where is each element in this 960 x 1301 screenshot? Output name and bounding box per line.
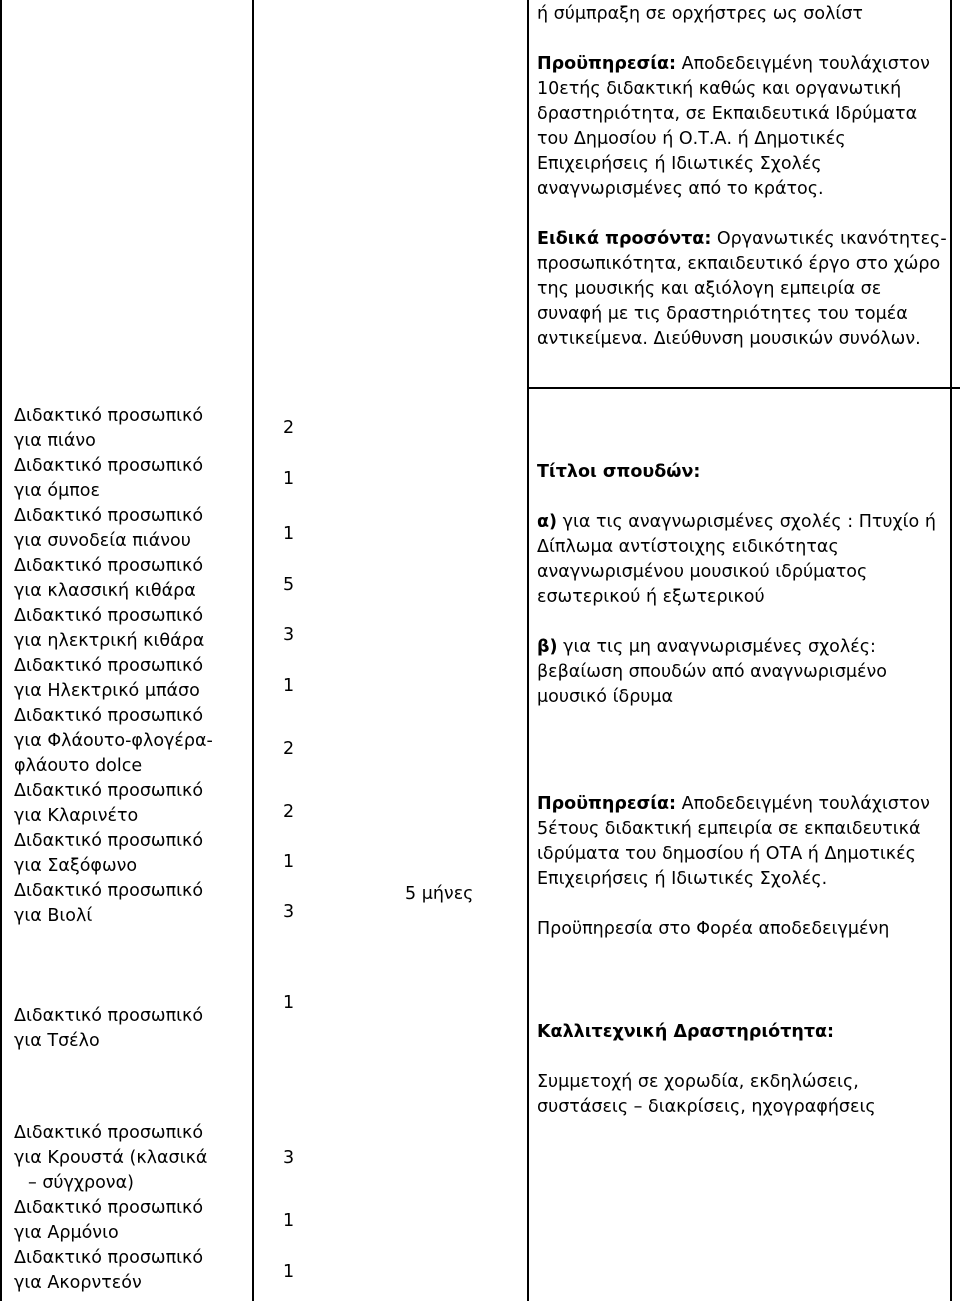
position-line: Διδακτικό προσωπικό (14, 1123, 204, 1143)
special-qualifications-line: αντικείμενα. Διεύθυνση μουσικών συνόλων. (537, 329, 921, 349)
experience-text: Αποδεδειγμένη τουλάχιστον (681, 54, 930, 74)
position-line: Διδακτικό προσωπικό (14, 556, 204, 576)
count: 2 (283, 418, 295, 438)
special-qualifications-text: Οργανωτικές ικανότητες- (716, 229, 947, 249)
position-line: φλάουτο dolce (14, 756, 143, 776)
position-line: – σύγχρονα) (28, 1173, 134, 1193)
recognized-schools-line: αναγνωρισμένου μουσικού ιδρύματος (537, 562, 868, 582)
row-divider (527, 387, 960, 389)
position-line: Διδακτικό προσωπικό (14, 1006, 204, 1026)
position-line: Διδακτικό προσωπικό (14, 881, 204, 901)
option-b-label: β) (537, 637, 558, 657)
experience-line: αναγνωρισμένες από το κράτος. (537, 179, 824, 199)
count: 1 (283, 993, 295, 1013)
count: 1 (283, 852, 295, 872)
experience-label: Προϋπηρεσία: (537, 794, 677, 814)
position-line: Διδακτικό προσωπικό (14, 506, 204, 526)
special-qualifications-line: προσωπικότητα, εκπαιδευτικό έργο στο χώρο (537, 254, 941, 274)
degree-titles-label: Τίτλοι σπουδών: (537, 462, 701, 482)
position-line: για Τσέλο (14, 1031, 100, 1051)
experience-block (537, 792, 949, 942)
position-line: για Σαξόφωνο (14, 856, 138, 876)
position-line: για Αρμόνιο (14, 1223, 119, 1243)
position-line: για πιάνο (14, 431, 96, 451)
count: 3 (283, 902, 295, 922)
option-a-label: α) (537, 512, 558, 532)
experience-line: ιδρύματα του δημοσίου ή ΟΤΑ ή Δημοτικές (537, 844, 916, 864)
experience-heading-line (537, 52, 949, 77)
count: 1 (283, 524, 295, 544)
special-qualifications-heading-line (537, 227, 949, 252)
recognized-schools-line: εσωτερικού ή εξωτερικού (537, 587, 765, 607)
option-b-text: για τις μη αναγνωρισμένες σχολές: (563, 637, 876, 657)
recognized-schools-line: Δίπλωμα αντίστοιχης ειδικότητας (537, 537, 839, 557)
table-border-right (950, 0, 952, 1301)
count: 1 (283, 469, 295, 489)
count: 3 (283, 625, 295, 645)
artistic-activity-block (537, 1020, 949, 1120)
count: 5 (283, 575, 295, 595)
position-line: για Φλάουτο-φλογέρα- (14, 731, 213, 751)
position-line: Διδακτικό προσωπικό (14, 656, 204, 676)
artistic-activity-line: συστάσεις – διακρίσεις, ηχογραφήσεις (537, 1097, 876, 1117)
position-line: για Ηλεκτρικό μπάσο (14, 681, 200, 701)
soloist-line: ή σύμπραξη σε ορχήστρες ως σολίστ (537, 4, 863, 24)
count: 1 (283, 676, 295, 696)
experience-line: Προϋπηρεσία στο Φορέα αποδεδειγμένη (537, 919, 890, 939)
special-qualifications-label: Ειδικά προσόντα: (537, 229, 712, 249)
special-qualifications-line: συναφή με τις δραστηριότητες του τομέα (537, 304, 908, 324)
position-line: για όμποε (14, 481, 100, 501)
experience-line: του Δημοσίου ή Ο.Τ.Α. ή Δημοτικές (537, 129, 846, 149)
unrecognized-schools-line: βεβαίωση σπουδών από αναγνωρισμένο (537, 662, 887, 682)
position-line: Διδακτικό προσωπικό (14, 456, 204, 476)
position-line: Διδακτικό προσωπικό (14, 606, 204, 626)
experience-text: Αποδεδειγμένη τουλάχιστον (681, 794, 930, 814)
prev-row-qualifications (537, 2, 949, 352)
position-line: για Ακορντεόν (14, 1273, 142, 1293)
position-line: Διδακτικό προσωπικό (14, 706, 204, 726)
table-border-left (0, 0, 2, 1301)
experience-line: 5έτους διδακτική εμπειρία σε εκπαιδευτικά (537, 819, 921, 839)
position-line: για συνοδεία πιάνου (14, 531, 191, 551)
artistic-activity-label: Καλλιτεχνική Δραστηριότητα: (537, 1022, 835, 1042)
positions-column-lower (14, 1121, 250, 1296)
experience-label: Προϋπηρεσία: (537, 54, 677, 74)
unrecognized-schools-line (537, 635, 949, 660)
recognized-schools-line (537, 510, 949, 535)
count: 2 (283, 802, 295, 822)
qualifications-column (537, 460, 949, 710)
positions-column (14, 404, 250, 929)
position-line: για Κλαρινέτο (14, 806, 139, 826)
experience-heading-line (537, 792, 949, 817)
position-line: για ηλεκτρική κιθάρα (14, 631, 205, 651)
position-line: Διδακτικό προσωπικό (14, 781, 204, 801)
special-qualifications-line: της μουσικής και αξιόλογη εμπειρία σε (537, 279, 882, 299)
count: 2 (283, 739, 295, 759)
artistic-activity-line: Συμμετοχή σε χορωδία, εκδηλώσεις, (537, 1072, 859, 1092)
option-a-text: για τις αναγνωρισμένες σχολές : Πτυχίο ή (562, 512, 936, 532)
unrecognized-schools-line: μουσικό ίδρυμα (537, 687, 674, 707)
experience-line: Επιχειρήσεις ή Ιδιωτικές Σχολές. (537, 869, 828, 889)
position-line: Διδακτικό προσωπικό (14, 406, 204, 426)
contract-duration: 5 μήνες (405, 884, 474, 904)
column-divider-2 (527, 0, 529, 1301)
experience-line: 10ετής διδακτική καθώς και οργανωτική (537, 79, 902, 99)
position-cello (14, 1004, 250, 1054)
column-divider-1 (252, 0, 254, 1301)
position-line: για Κρουστά (κλασικά (14, 1148, 208, 1168)
position-line: για κλασσική κιθάρα (14, 581, 196, 601)
count: 1 (283, 1211, 295, 1231)
position-line: Διδακτικό προσωπικό (14, 1198, 204, 1218)
position-line: για Βιολί (14, 906, 93, 926)
experience-line: δραστηριότητα, σε Εκπαιδευτικά Ιδρύματα (537, 104, 918, 124)
count: 3 (283, 1148, 295, 1168)
experience-line: Επιχειρήσεις ή Ιδιωτικές Σχολές (537, 154, 822, 174)
position-line: Διδακτικό προσωπικό (14, 831, 204, 851)
position-line: Διδακτικό προσωπικό (14, 1248, 204, 1268)
count: 1 (283, 1262, 295, 1282)
